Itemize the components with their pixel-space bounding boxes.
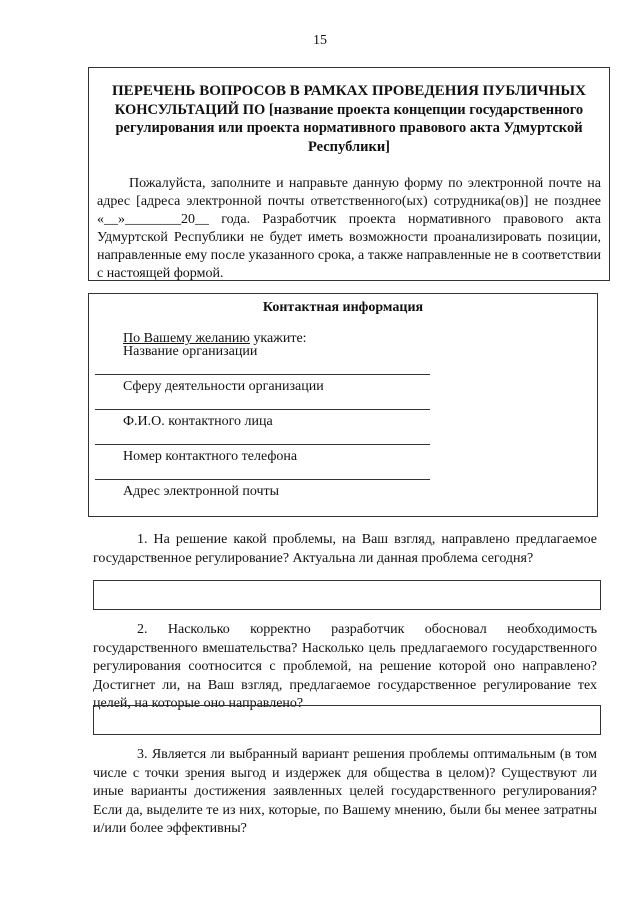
question-2: 2. Насколько корректно разработчик обосновал необходимость государственного вмешательства? Насколько цель предлагаемого государственного регулирования соотносится с проблемой, на решение которой оно направлено? Достигнет ли, на Ваш взгляд, предлагаемое государственное регулирование тех целей, на которые оно направлено?	[93, 622, 597, 711]
field-org-sphere-label: Сферу деятельности организации	[123, 379, 324, 394]
header-box	[88, 67, 610, 281]
field-phone-line[interactable]	[95, 479, 430, 480]
field-contact-person-line[interactable]	[95, 444, 430, 445]
title-line-2: КОНСУЛЬТАЦИЙ ПО [название проекта концепции государственного регулирования или проекта нормативного правового акта Удмуртской Республики]	[114, 101, 584, 155]
contact-info-box	[88, 293, 598, 517]
field-phone-label: Номер контактного телефона	[123, 449, 298, 464]
field-org-name-line[interactable]	[95, 374, 430, 375]
question-3: 3. Является ли выбранный вариант решения проблемы оптимальным (в том числе с точки зрения выгод и издержек для общества в целом)? Существуют ли иные варианты достижения заявленных целей государственного регулирования? Если да, выделите те из них, которые, по Вашему мнению, были бы менее затратны и/или более эффективны?	[93, 747, 597, 836]
answer-box-1[interactable]	[93, 580, 601, 610]
field-contact-person-label: Ф.И.О. контактного лица	[123, 414, 273, 429]
contact-info-title: Контактная информация	[262, 300, 424, 315]
prompt-rest: укажите:	[249, 331, 307, 346]
question-1: 1. На решение какой проблемы, на Ваш взгляд, направлено предлагаемое государственное регулирование? Актуальна ли данная проблема сегодня?	[93, 532, 597, 566]
field-org-sphere-line[interactable]	[95, 409, 430, 410]
title-line-1: ПЕРЕЧЕНЬ ВОПРОСОВ В РАМКАХ ПРОВЕДЕНИЯ ПУБЛИЧНЫХ	[112, 83, 586, 99]
prompt-underlined: По Вашему желанию	[123, 331, 250, 346]
page-number: 15	[313, 33, 327, 48]
answer-box-2[interactable]	[93, 705, 601, 735]
field-org-name-label: Название организации	[123, 344, 258, 359]
intro-paragraph: Пожалуйста, заполните и направьте данную форму по электронной почте на адрес [адреса электронной почты ответственного(ых) сотрудника(ов)] не позднее «__»________20__ года. Разработчик проекта нормативного правового акта Удмуртской Республики не будет иметь возможности проанализировать позиции, направленные ему после указанного срока, а также направленные не в соответствии с настоящей формой.	[97, 176, 601, 281]
form-title	[97, 82, 601, 156]
field-email-label: Адрес электронной почты	[123, 484, 280, 499]
